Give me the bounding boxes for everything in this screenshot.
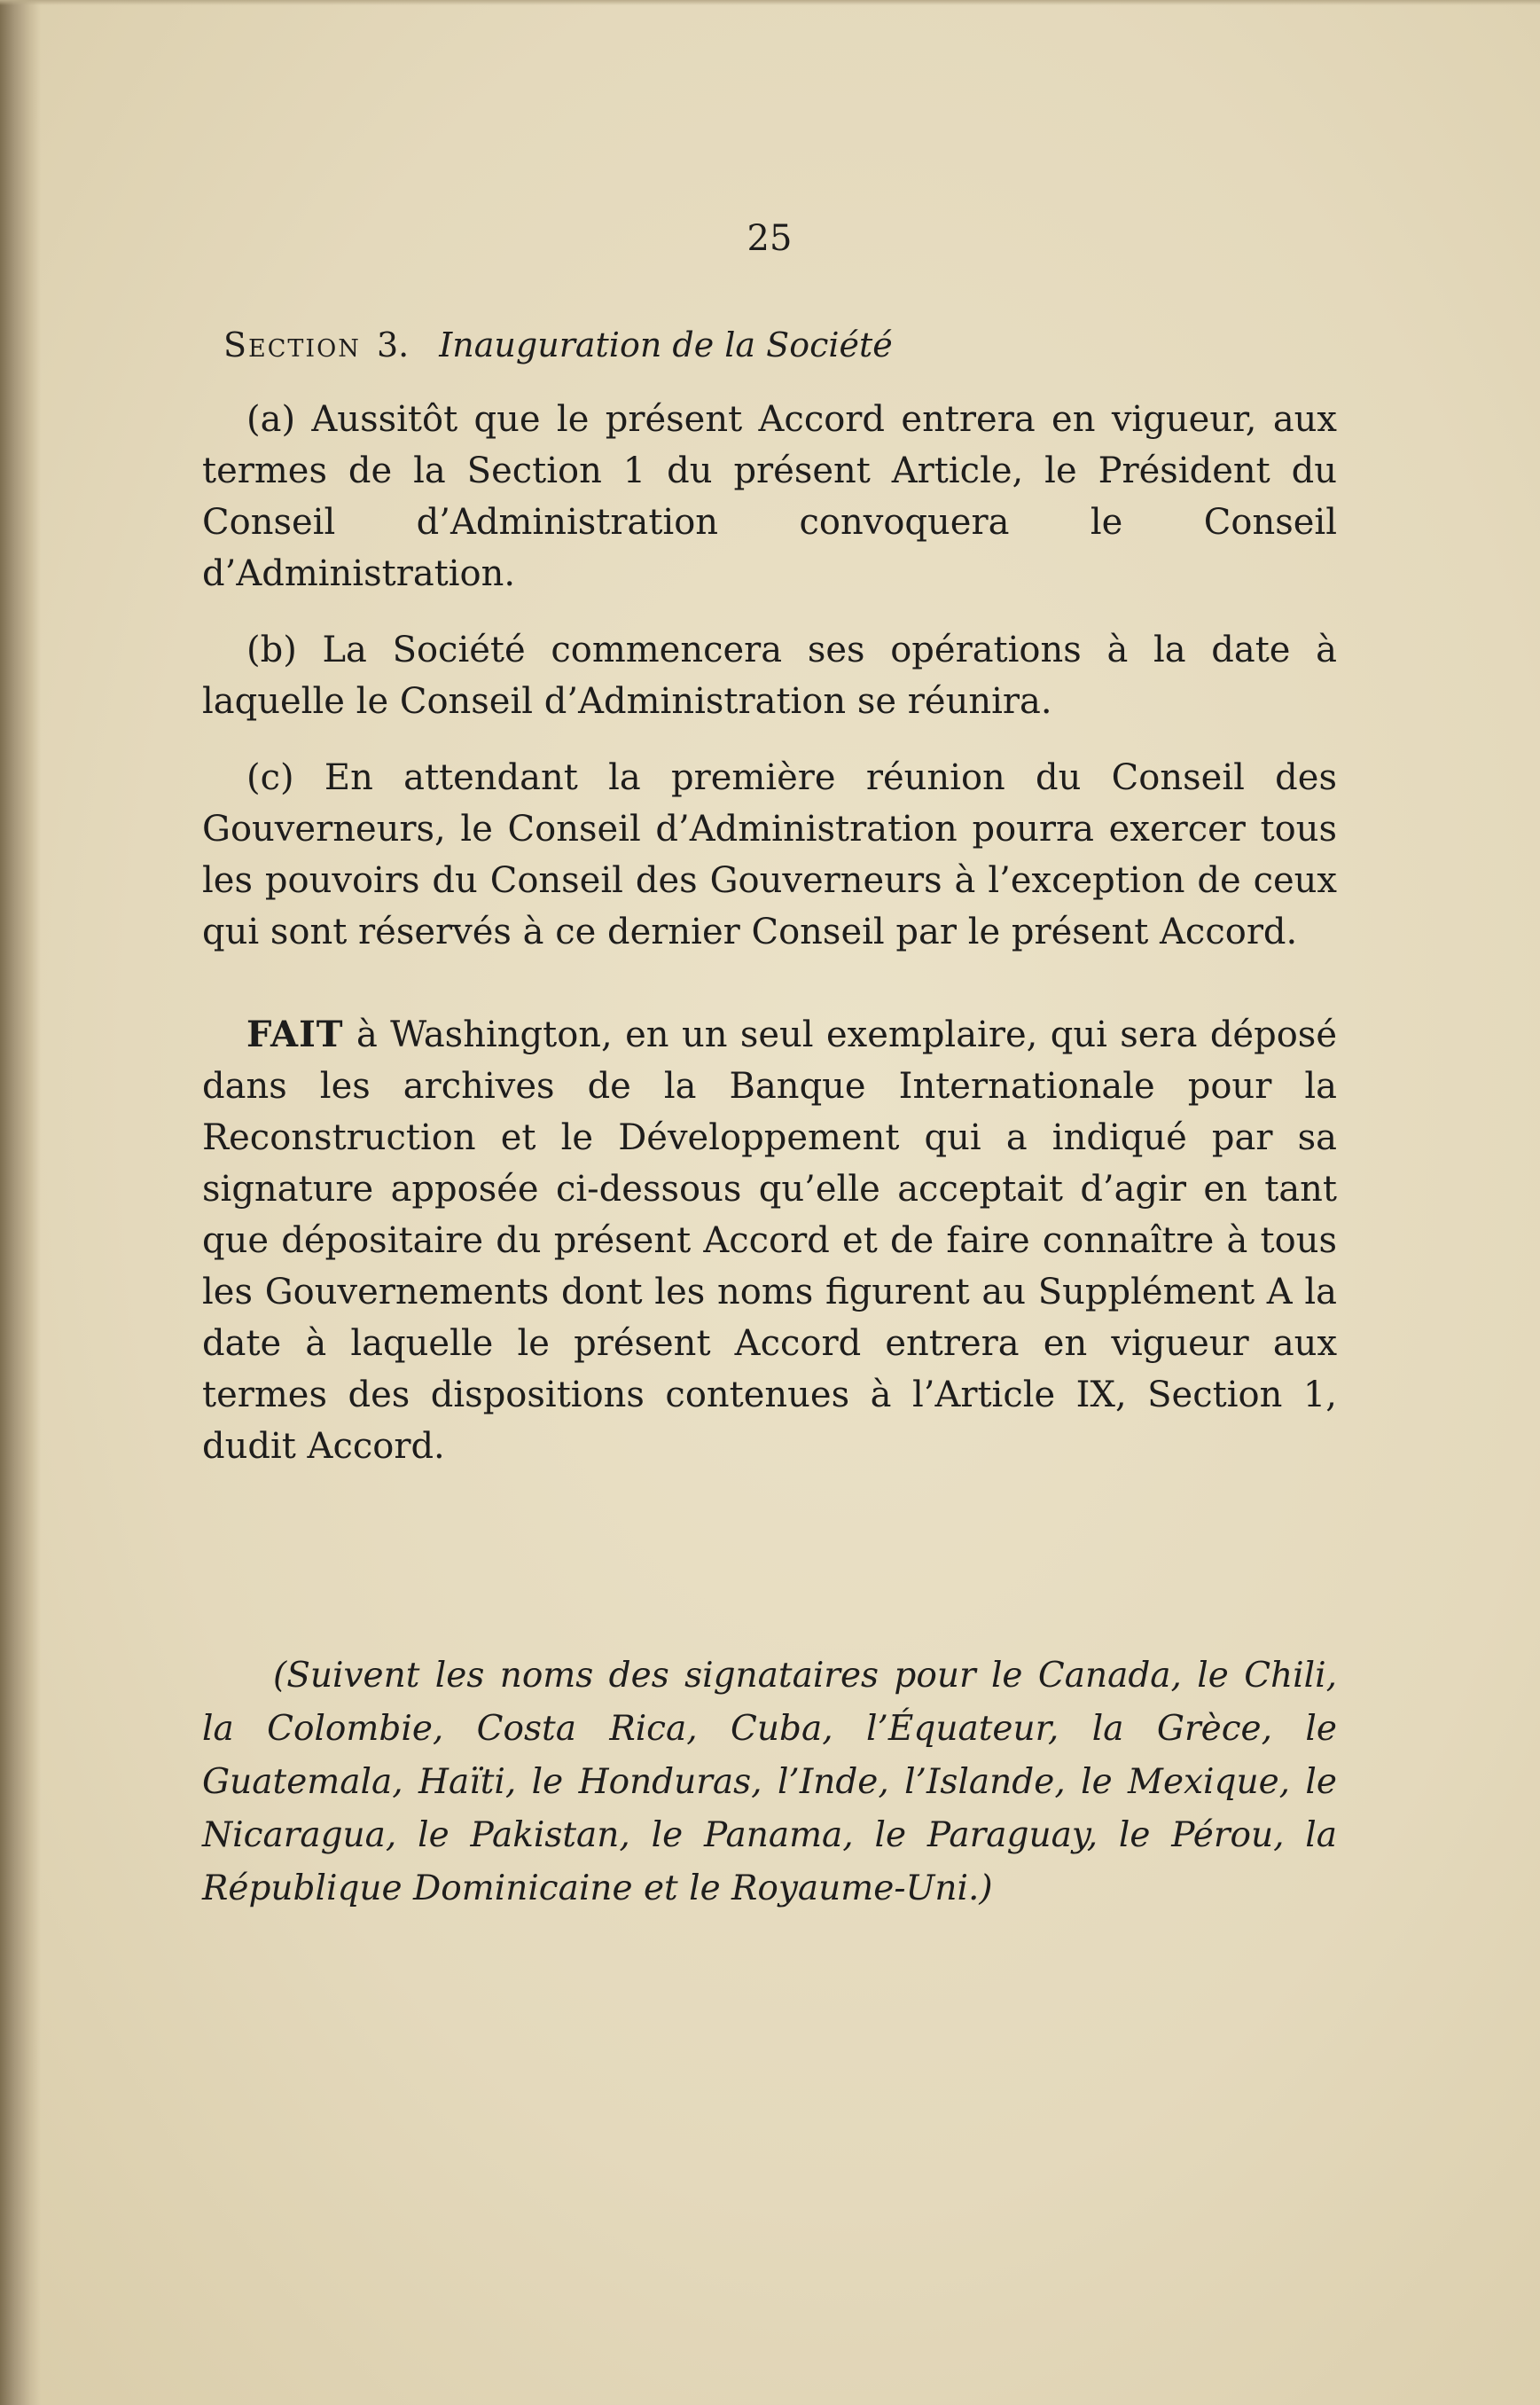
section-label: Section (223, 325, 361, 364)
section-number: 3. (376, 325, 410, 364)
signatories-note: (Suivent les noms des signataires pour le Canada, le Chili, la Colombie, Costa Rica, Cuba, l’Équateur, la Grèce, le Guatemala, Haïti, le Honduras, l’Inde, l’Islande, le Mexique, le Nicaragua, le Pakistan, le Panama, le Paraguay, le Pérou, la République Dominicaine et le Royaume-Uni.) (202, 1656, 1337, 1908)
closing-text: à Washington, en un seul exemplaire, qui sera déposé dans les archives de la Banque Internationale pour la Reconstruction et le Développement qui a indiqué par sa signature apposée ci-dessous qu’elle acceptait d’agir en tant que dépositaire du présent Accord et de faire connaître à tous les Gouvernements dont les noms figurent au Supplément A la date à laquelle le présent Accord entrera en vigueur aux termes des dispositions contenues à l’Article IX, Section 1, dudit Accord. (202, 1014, 1337, 1467)
paragraph-b: (b) La Société commencera ses opérations à la date à laquelle le Conseil d’Administration se réunira. (202, 630, 1337, 722)
closing-paragraph (202, 1009, 1337, 1472)
page-top-edge (0, 0, 1540, 5)
binding-gutter (0, 0, 41, 2405)
paragraph-c: (c) En attendant la première réunion du Conseil des Gouverneurs, le Conseil d’Administration pourra exercer tous les pouvoirs du Conseil des Gouverneurs à l’exception de ceux qui sont réservés à ce dernier Conseil par le présent Accord. (202, 757, 1337, 952)
page-number: 25 (747, 218, 793, 259)
section-heading (223, 319, 1337, 371)
paragraph-a: (a) Aussitôt que le présent Accord entrera en vigueur, aux termes de la Section 1 du présent Article, le Président du Conseil d’Administration convoquera le Conseil d’Administration. (202, 399, 1337, 594)
page-body (202, 213, 1337, 1915)
section-title: Inauguration de la Société (439, 325, 893, 364)
closing-lead-word: FAIT (246, 1014, 344, 1055)
